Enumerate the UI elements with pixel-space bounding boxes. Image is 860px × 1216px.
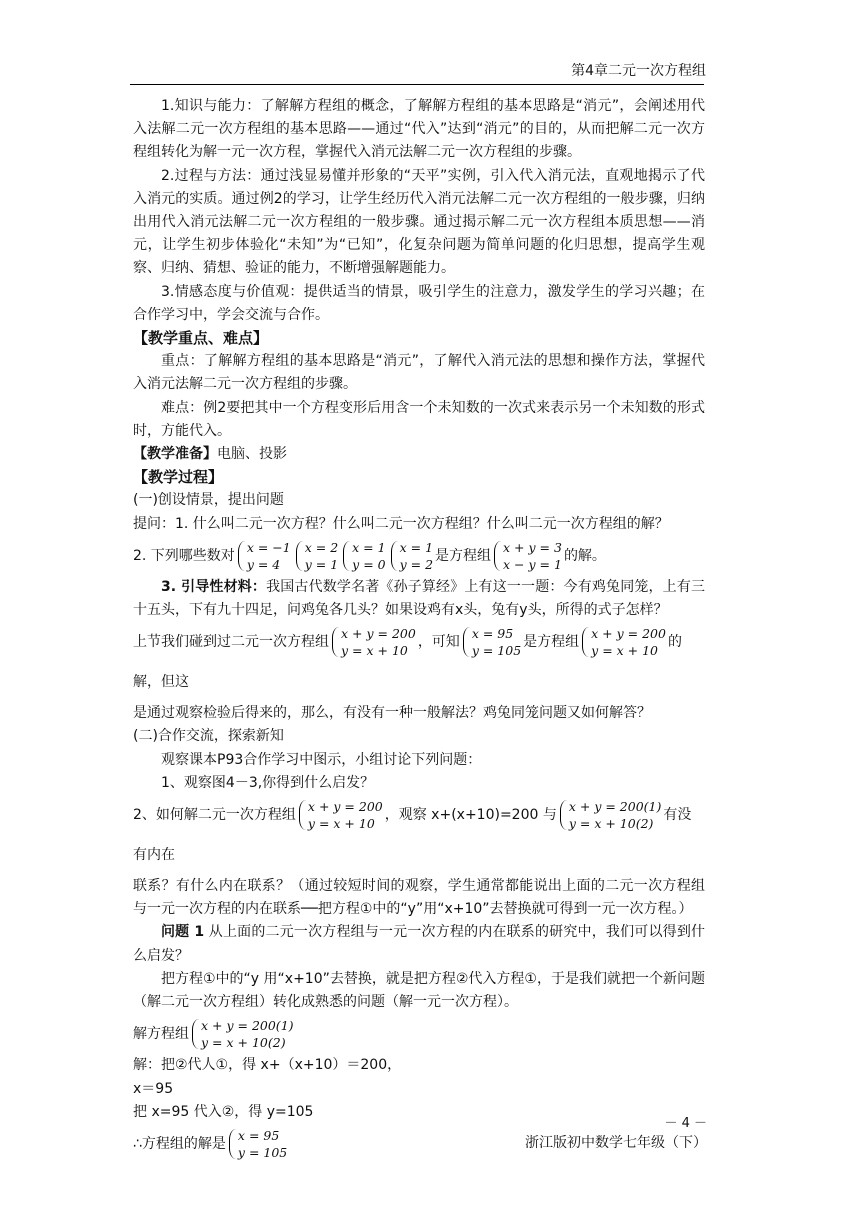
discussion-2-mid: ，观察 x+(x+10)=200 与 (384, 807, 557, 824)
discussion-2-cont: 联系？有什么内在联系？（通过较短时间的观察，学生通常都能说出上面的二元一次方程组与一元一次方程的内在联系──把方程①中的“y”用“x+10”去替换就可得到一元一次方程。） (133, 878, 705, 918)
part2-title: (二)合作交流，探索新知 (133, 728, 284, 745)
system-solve (191, 1017, 294, 1051)
q3-part-3: 是方程组 (523, 634, 580, 651)
discussion-2-lead: 2、如何解二元一次方程组 (133, 807, 296, 824)
objective-process: 2.过程与方法：通过浅显易懂并形象的“天平”实例，引入代入消元法，直观地揭示了代入消元的实质。通过例2的学习，让学生经历代入消元法解二元一次方程组的一般步骤，归纳出用代入消元法解二元一次方程组的一般步骤。通过揭示解二元一次方程组本质思想——消元，让学生初步体验化“未知”为“已知”，化复杂问题为简单问题的化归思想，提高学生观察、归纳、猜想、验证的能力，不断增强解题能力。 (133, 167, 705, 277)
solution-final-label: ∴方程组的解是 (133, 1135, 226, 1152)
objective-attitude: 3.情感态度与价值观：提供适当的情景，吸引学生的注意力，激发学生的学习兴趣；在合作学习中，学会交流与合作。 (133, 283, 705, 323)
pair-4 (390, 539, 433, 573)
focus-key: 重点：了解解方程组的基本思路是“消元”，了解代入消元法的思想和操作方法，掌握代入消元法解二元一次方程组的步骤。 (133, 353, 705, 393)
problem-1-text: 从上面的二元一次方程组与一元一次方程的内在联系的研究中，我们可以得到什么启发？ (133, 924, 705, 964)
solution-step-2: x＝95 (133, 1080, 174, 1097)
discussion-2 (133, 795, 705, 875)
chapter-header: 第4章二元一次方程组 (571, 63, 706, 79)
pair-4-x: x = 1 (399, 539, 434, 555)
pair-2 (295, 539, 338, 573)
system-main-repeat (581, 625, 666, 659)
page-number: － 4 － (664, 1116, 707, 1131)
system-d2 (298, 798, 383, 832)
prep-line (133, 443, 705, 466)
question-2-mid: 是方程组 (435, 547, 492, 564)
q3-part-1: 上节我们碰到过二元一次方程组 (133, 634, 329, 651)
question-3-end: 是通过观察检验后得来的，那么，有没有一种一般解法？鸡兔同笼问题又如何解答？ (133, 705, 651, 722)
system-main-repeat-eq2: y = x + 10 (591, 643, 659, 659)
system-main-repeat-eq1: x + y = 200 (591, 626, 666, 642)
question-3-lead: 3. 引导性材料： (161, 578, 267, 595)
pair-3-y: y = 0 (352, 556, 386, 572)
system-solve-eq2: y = x + 10(2) (201, 1035, 286, 1051)
discussion-2-end: 有没有内在 (133, 807, 692, 864)
prep-heading: 【教学准备】 (133, 446, 217, 463)
observe-text: 观察课本P93合作学习中图示，小组讨论下列问题： (161, 751, 482, 768)
header-rule (130, 84, 704, 85)
pair-3-x: x = 1 (352, 539, 386, 555)
substitution-explain: 把方程①中的“y 用“x+10”去替换，就是把方程②代入方程①，于是我们就把一个新问题（解二元一次方程组）转化成熟悉的问题（解一元一次方程）。 (133, 970, 705, 1011)
problem-1 (133, 921, 705, 967)
pair-1-y: y = 4 (246, 556, 281, 572)
solve-system-line (133, 1014, 705, 1054)
pair-1 (237, 539, 291, 573)
q3-part-4: 的解，但这 (133, 634, 682, 691)
system-main-eq2: y = x + 10 (341, 643, 408, 659)
prep-text: 电脑、投影 (217, 446, 287, 463)
system-main (331, 625, 416, 659)
solution-final-y: y = 105 (237, 1144, 288, 1160)
system-solve-eq1: x + y = 200(1) (201, 1018, 294, 1034)
focus-heading: 【教学重点、难点】 (133, 329, 269, 348)
pair-4-y: y = 2 (399, 556, 434, 572)
system-d2-eq1: x + y = 200 (307, 799, 383, 815)
focus-difficult: 难点：例2要把其中一个方程变形后用含一个未知数的一次式来表示另一个未知数的形式时，方能代入。 (133, 399, 705, 439)
question-2-end: 的解。 (563, 547, 606, 564)
q3-part-2: ，可知 (417, 634, 460, 651)
system-numbered (559, 798, 662, 832)
question-3 (133, 576, 705, 622)
book-title: 浙江版初中数学七年级（下） (525, 1135, 707, 1151)
system-main-eq1: x + y = 200 (341, 626, 416, 642)
system-q2 (493, 539, 562, 573)
part1-title: (一)创设情景，提出问题 (133, 492, 284, 509)
solution-main-x: x = 95 (471, 626, 514, 642)
question-3-text: 我国古代数学名著《孙子算经》上有这一一题：今有鸡兔同笼，上有三十五头，下有九十四足，问鸡兔各几头？如果设鸡有x头，兔有y头，所得的式子怎样？ (133, 578, 706, 619)
system-d2-eq2: y = x + 10 (307, 816, 375, 832)
question-2-lead: 2. 下列哪些数对 (133, 547, 235, 564)
discussion-1: 1、观察图4－3,你得到什么启发？ (161, 774, 375, 791)
objective-knowledge: 1.知识与能力：了解解方程组的概念，了解解方程组的基本思路是“消元”，会阐述用代入法解二元一次方程组的基本思路——通过“代入”达到“消元”的目的，从而把解二元一次方程组转化为解一元一次方程，掌握代入消元法解二元一次方程组的步骤。 (133, 98, 705, 161)
question-1: 提问：1. 什么叫二元一次方程？什么叫二元一次方程组？什么叫二元一次方程组的解？ (133, 515, 669, 532)
pair-3 (342, 539, 385, 573)
system-numbered-eq2: y = x + 10(2) (568, 816, 654, 832)
lesson-body (133, 95, 705, 1164)
solve-label: 解方程组 (133, 1026, 189, 1043)
solution-final (228, 1127, 287, 1161)
question-3-systems (133, 622, 705, 702)
solution-main (462, 625, 521, 659)
pair-1-x: x = −1 (246, 539, 291, 555)
solution-final-x: x = 95 (237, 1127, 280, 1143)
solution-step-1: 解：把②代人①，得 x+（x+10）＝200， (133, 1057, 402, 1074)
problem-1-lead: 问题 1 (161, 924, 205, 941)
system-q2-eq1: x + y = 3 (503, 539, 562, 555)
process-heading: 【教学过程】 (133, 468, 224, 487)
solution-main-y: y = 105 (471, 643, 522, 659)
pair-2-x: x = 2 (304, 539, 339, 555)
pair-2-y: y = 1 (304, 556, 339, 572)
system-numbered-eq1: x + y = 200(1) (568, 799, 662, 815)
system-q2-eq2: x − y = 1 (503, 556, 562, 572)
question-2 (133, 536, 705, 576)
solution-step-3: 把 x=95 代入②，得 y=105 (133, 1103, 314, 1120)
